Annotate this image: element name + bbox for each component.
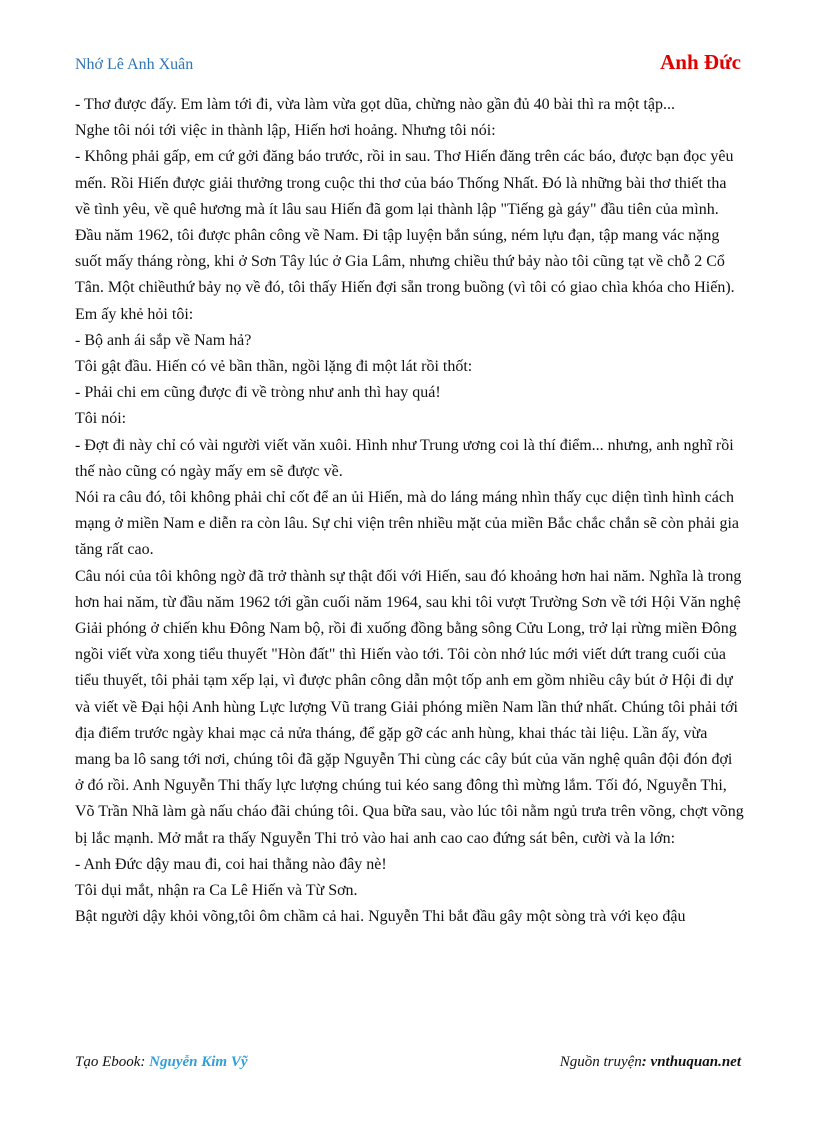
paragraph: Tôi gật đầu. Hiến có vẻ bần thần, ngồi lặng đi một lát rồi thốt: — [75, 358, 473, 376]
source-separator: : — [641, 1054, 651, 1070]
paragraph: Đầu năm 1962, tôi được phân công về Nam. Đi tập luyện bắn súng, ném lựu đạn, tập mang vác nặng suốt mấy tháng ròng, khi ở Sơn Tây lúc ở Gia Lâm, nhưng chiều thứ bảy nào tôi cũng tạt về chỗ 2 Cổ Tân. Một chiềuthứ bảy nọ về đó, tôi thấy Hiến đợi sẵn trong buồng (vì tôi có giao chìa khóa cho Hiến). Em ấy khẻ hỏi tôi: — [75, 227, 735, 323]
paragraph: - Bộ anh ái sắp về Nam hả? — [75, 331, 252, 349]
page-header — [75, 50, 741, 76]
page-footer — [75, 1054, 741, 1071]
paragraph: - Phải chi em cũng được đi về tròng như anh thì hay quá! — [75, 384, 441, 402]
ebook-creator-name: Nguyễn Kim Vỹ — [149, 1054, 248, 1070]
document-body — [75, 92, 744, 931]
paragraph: - Không phải gấp, em cứ gởi đăng báo trước, rồi in sau. Thơ Hiến đăng trên các báo, được bạn đọc yêu mến. Rồi Hiến được giải thưởng trong cuộc thi thơ của báo Thống Nhất. Đó là những bài thơ thiết tha về tình yêu, về quê hương mà ít lâu sau Hiến đã gom lại thành lập "Tiếng gà gáy" đầu tiên của mình. — [75, 148, 734, 218]
paragraph: Tôi nói: — [75, 410, 127, 428]
paragraph: Bật người dậy khỏi võng,tôi ôm chầm cả hai. Nguyễn Thi bắt đầu gây một sòng trà với kẹo đậu — [75, 908, 686, 926]
paragraph: - Thơ được đấy. Em làm tới đi, vừa làm vừa gọt dũa, chừng nào gần đủ 40 bài thì ra một tập... — [75, 96, 675, 113]
ebook-label: Tạo Ebook — [75, 1054, 141, 1070]
paragraph: - Đợt đi này chỉ có vài người viết văn xuôi. Hình như Trung ương coi là thí điểm... nhưng, anh nghĩ rồi thế nào cũng có ngày mấy em sẽ được về. — [75, 436, 734, 480]
ebook-separator: : — [140, 1054, 150, 1070]
ebook-credit — [75, 1054, 248, 1071]
header-title: Nhớ Lê Anh Xuân — [75, 56, 194, 73]
paragraph: - Anh Đức dậy mau đi, coi hai thằng nào đây nè! — [75, 855, 387, 873]
source-label: Nguồn truyện — [559, 1054, 642, 1070]
header-author: Anh Đức — [660, 50, 741, 74]
source-credit — [560, 1054, 741, 1071]
paragraph: Câu nói của tôi không ngờ đã trở thành sự thật đối với Hiến, sau đó khoảng hơn hai năm. Nghĩa là trong hơn hai năm, từ đầu năm 1962 tới gần cuối năm 1964, sau khi tôi vượt Trường Sơn về tới Hội Văn nghệ Giải phóng ở chiến khu Đông Nam bộ, rồi đi xuống đồng bằng sông Cửu Long, trở lại rừng miền Đông ngồi viết vừa xong tiểu thuyết "Hòn đất" thì Hiến vào tới. Tôi còn nhớ lúc mới viết dứt trang cuối của tiểu thuyết, tôi phải tạm xếp lại, vì được phân công dẫn một tốp anh em gồm nhiều cây bút ở Hội đi dự và viết về Đại hội Anh hùng Lực lượng Vũ trang Giải phóng miền Nam lần thứ nhất. Chúng tôi phải tới địa điểm trước ngày khai mạc cả nửa tháng, để gặp gỡ các anh hùng, khai thác tài liệu. Lần ấy, vừa mang ba lô sang tới nơi, chúng tôi đã gặp Nguyễn Thi cùng các cây bút của văn nghệ quân đội đón đợi ở đó rồi. Anh Nguyễn Thi thấy lực lượng chúng tui kéo sang đông thì mừng lắm. Tối đó, Nguyễn Thi, Võ Trần Nhã làm gà nấu cháo đãi chúng tôi. Qua bữa sau, vào lúc tôi nằm ngủ trưa trên võng, chợt võng bị lắc mạnh. Mở mắt ra thấy Nguyễn Thi trỏ vào hai anh cao cao đứng sát bên, cười và la lớn: — [75, 567, 744, 847]
paragraph: Nghe tôi nói tới việc in thành lập, Hiến hơi hoảng. Nhưng tôi nói: — [75, 122, 496, 140]
source-site-name: vnthuquan.net — [650, 1054, 741, 1070]
paragraph: Tôi dụi mắt, nhận ra Ca Lê Hiến và Từ Sơn. — [75, 882, 358, 900]
paragraph: Nói ra câu đó, tôi không phải chỉ cốt để an ủi Hiến, mà do láng máng nhìn thấy cục diện tình hình cách mạng ở miền Nam e diễn ra còn lâu. Sự chi viện trên nhiều mặt của miền Bắc chắc chắn sẽ còn phải gia tăng rất cao. — [75, 489, 740, 559]
